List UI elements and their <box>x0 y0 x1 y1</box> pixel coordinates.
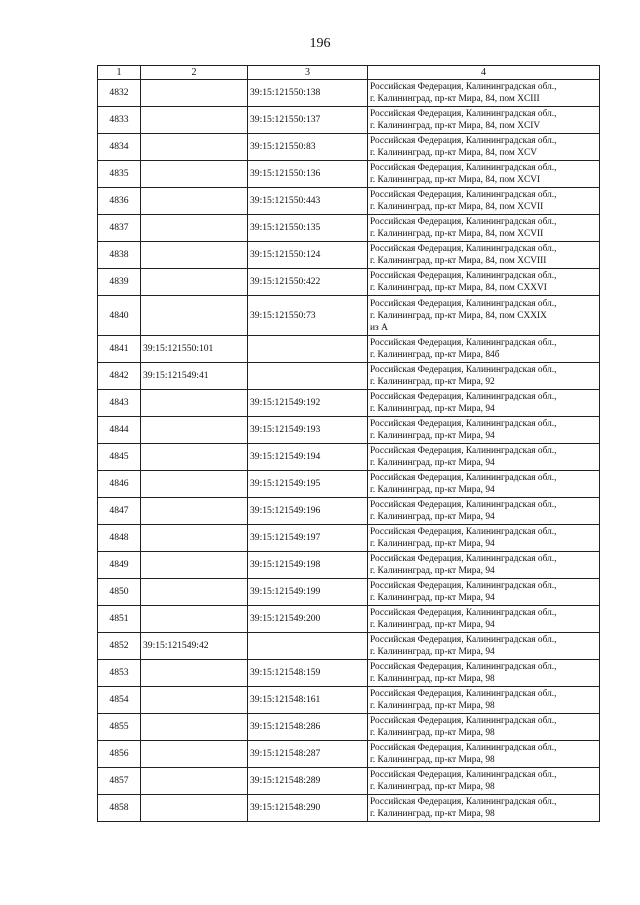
land-cadastral-number <box>141 606 248 633</box>
address-line: Российская Федерация, Калининградская обл., <box>370 338 557 348</box>
land-cadastral-number <box>141 687 248 714</box>
address-line: г. Калининград, пр-кт Мира, 84, пом XCIV <box>370 121 541 131</box>
address-line: Российская Федерация, Калининградская обл., <box>370 365 557 375</box>
object-cadastral-number: 39:15:121550:83 <box>248 134 368 161</box>
address-line: г. Калининград, пр-кт Мира, 94 <box>370 593 495 603</box>
table-row <box>98 525 600 552</box>
row-number: 4854 <box>98 687 141 714</box>
registry-table <box>97 65 600 822</box>
object-cadastral-number: 39:15:121550:135 <box>248 215 368 242</box>
address-line: г. Калининград, пр-кт Мира, 94 <box>370 485 495 495</box>
row-number: 4849 <box>98 552 141 579</box>
address-line: г. Калининград, пр-кт Мира, 98 <box>370 728 495 738</box>
address-line: Российская Федерация, Калининградская обл., <box>370 473 557 483</box>
row-number: 4833 <box>98 107 141 134</box>
address-line: Российская Федерация, Калининградская обл., <box>370 608 557 618</box>
address-line: г. Калининград, пр-кт Мира, 84б <box>370 350 500 360</box>
address-line: Российская Федерация, Калининградская обл., <box>370 271 557 281</box>
table-row <box>98 579 600 606</box>
address-line: Российская Федерация, Калининградская обл., <box>370 190 557 200</box>
row-number: 4840 <box>98 296 141 336</box>
table-row <box>98 498 600 525</box>
address-line: г. Калининград, пр-кт Мира, 98 <box>370 755 495 765</box>
row-number: 4836 <box>98 188 141 215</box>
object-cadastral-number: 39:15:121548:286 <box>248 714 368 741</box>
address-line: Российская Федерация, Калининградская обл., <box>370 419 557 429</box>
address-line: Российская Федерация, Калининградская обл., <box>370 217 557 227</box>
object-cadastral-number: 39:15:121550:422 <box>248 269 368 296</box>
address-line: Российская Федерация, Калининградская обл., <box>370 716 557 726</box>
address-line: Российская Федерация, Калининградская обл., <box>370 662 557 672</box>
address-cell <box>368 161 600 188</box>
address-cell <box>368 741 600 768</box>
address-line: Российская Федерация, Калининградская обл., <box>370 109 557 119</box>
address-line: Российская Федерация, Калининградская обл., <box>370 581 557 591</box>
address-line: г. Калининград, пр-кт Мира, 94 <box>370 431 495 441</box>
table-row <box>98 606 600 633</box>
table-row <box>98 134 600 161</box>
address-line: Российская Федерация, Калининградская обл., <box>370 500 557 510</box>
land-cadastral-number <box>141 417 248 444</box>
address-cell <box>368 471 600 498</box>
address-line: г. Калининград, пр-кт Мира, 94 <box>370 458 495 468</box>
object-cadastral-number: 39:15:121549:195 <box>248 471 368 498</box>
address-line: Российская Федерация, Калининградская обл., <box>370 554 557 564</box>
land-cadastral-number: 39:15:121549:42 <box>141 633 248 660</box>
table-row <box>98 633 600 660</box>
object-cadastral-number: 39:15:121548:159 <box>248 660 368 687</box>
address-cell <box>368 188 600 215</box>
table-row <box>98 687 600 714</box>
table-row <box>98 336 600 363</box>
land-cadastral-number <box>141 525 248 552</box>
table-row <box>98 795 600 822</box>
table-row <box>98 552 600 579</box>
land-cadastral-number <box>141 390 248 417</box>
address-cell <box>368 579 600 606</box>
land-cadastral-number <box>141 579 248 606</box>
column-header-3: 3 <box>248 66 368 80</box>
address-line: Российская Федерация, Калининградская обл., <box>370 770 557 780</box>
row-number: 4835 <box>98 161 141 188</box>
address-cell <box>368 363 600 390</box>
address-cell <box>368 633 600 660</box>
land-cadastral-number <box>141 188 248 215</box>
address-line: г. Калининград, пр-кт Мира, 94 <box>370 539 495 549</box>
row-number: 4846 <box>98 471 141 498</box>
table-body <box>98 80 600 822</box>
table-row <box>98 242 600 269</box>
land-cadastral-number <box>141 471 248 498</box>
address-line: Российская Федерация, Калининградская обл., <box>370 446 557 456</box>
header-row <box>98 66 600 80</box>
address-line: Российская Федерация, Калининградская обл., <box>370 163 557 173</box>
address-line: Российская Федерация, Калининградская обл., <box>370 635 557 645</box>
row-number: 4843 <box>98 390 141 417</box>
address-line: г. Калининград, пр-кт Мира, 94 <box>370 512 495 522</box>
address-line: г. Калининград, пр-кт Мира, 94 <box>370 647 495 657</box>
address-cell <box>368 552 600 579</box>
object-cadastral-number: 39:15:121548:287 <box>248 741 368 768</box>
row-number: 4853 <box>98 660 141 687</box>
object-cadastral-number: 39:15:121549:200 <box>248 606 368 633</box>
land-cadastral-number <box>141 552 248 579</box>
table-row <box>98 741 600 768</box>
address-cell <box>368 606 600 633</box>
address-line: г. Калининград, пр-кт Мира, 84, пом XCVII <box>370 229 544 239</box>
land-cadastral-number <box>141 741 248 768</box>
land-cadastral-number <box>141 269 248 296</box>
address-cell <box>368 242 600 269</box>
row-number: 4857 <box>98 768 141 795</box>
table-row <box>98 107 600 134</box>
address-cell <box>368 498 600 525</box>
table-row <box>98 714 600 741</box>
object-cadastral-number: 39:15:121550:138 <box>248 80 368 107</box>
address-line: г. Калининград, пр-кт Мира, 92 <box>370 377 495 387</box>
table-row <box>98 296 600 336</box>
table-row <box>98 660 600 687</box>
object-cadastral-number: 39:15:121548:290 <box>248 795 368 822</box>
table-row <box>98 188 600 215</box>
object-cadastral-number: 39:15:121550:443 <box>248 188 368 215</box>
address-cell <box>368 660 600 687</box>
row-number: 4841 <box>98 336 141 363</box>
object-cadastral-number: 39:15:121548:161 <box>248 687 368 714</box>
address-line: г. Калининград, пр-кт Мира, 98 <box>370 782 495 792</box>
row-number: 4855 <box>98 714 141 741</box>
object-cadastral-number: 39:15:121548:289 <box>248 768 368 795</box>
address-line: Российская Федерация, Калининградская обл., <box>370 743 557 753</box>
table-row <box>98 269 600 296</box>
row-number: 4842 <box>98 363 141 390</box>
land-cadastral-number <box>141 80 248 107</box>
address-line: г. Калининград, пр-кт Мира, 94 <box>370 620 495 630</box>
table-row <box>98 768 600 795</box>
land-cadastral-number <box>141 215 248 242</box>
address-line: Российская Федерация, Калининградская обл., <box>370 298 557 309</box>
address-line: Российская Федерация, Калининградская обл., <box>370 689 557 699</box>
object-cadastral-number: 39:15:121550:137 <box>248 107 368 134</box>
address-line: г. Калининград, пр-кт Мира, 84, пом XCV <box>370 148 537 158</box>
land-cadastral-number: 39:15:121550:101 <box>141 336 248 363</box>
address-line: г. Калининград, пр-кт Мира, 84, пом XCVI <box>370 175 541 185</box>
address-line: г. Калининград, пр-кт Мира, 98 <box>370 809 495 819</box>
row-number: 4845 <box>98 444 141 471</box>
land-cadastral-number <box>141 498 248 525</box>
row-number: 4838 <box>98 242 141 269</box>
address-cell <box>368 296 600 336</box>
address-line: г. Калининград, пр-кт Мира, 84, пом XCVII <box>370 202 544 212</box>
column-header-2: 2 <box>141 66 248 80</box>
address-line: г. Калининград, пр-кт Мира, 84, пом XCIII <box>370 94 540 104</box>
address-line: Российская Федерация, Калининградская обл., <box>370 244 557 254</box>
address-cell <box>368 215 600 242</box>
land-cadastral-number <box>141 714 248 741</box>
address-cell <box>368 336 600 363</box>
address-line: г. Калининград, пр-кт Мира, 98 <box>370 701 495 711</box>
land-cadastral-number <box>141 660 248 687</box>
row-number: 4856 <box>98 741 141 768</box>
row-number: 4837 <box>98 215 141 242</box>
page-number: 196 <box>309 36 331 51</box>
address-cell <box>368 417 600 444</box>
table-row <box>98 363 600 390</box>
object-cadastral-number: 39:15:121549:198 <box>248 552 368 579</box>
address-line: Российская Федерация, Калининградская обл., <box>370 136 557 146</box>
object-cadastral-number: 39:15:121549:192 <box>248 390 368 417</box>
address-cell <box>368 269 600 296</box>
address-cell <box>368 134 600 161</box>
row-number: 4852 <box>98 633 141 660</box>
object-cadastral-number: 39:15:121550:124 <box>248 242 368 269</box>
row-number: 4832 <box>98 80 141 107</box>
row-number: 4851 <box>98 606 141 633</box>
land-cadastral-number <box>141 795 248 822</box>
table-row <box>98 471 600 498</box>
row-number: 4844 <box>98 417 141 444</box>
address-line: г. Калининград, пр-кт Мира, 94 <box>370 404 495 414</box>
object-cadastral-number: 39:15:121550:136 <box>248 161 368 188</box>
table-row <box>98 161 600 188</box>
object-cadastral-number: 39:15:121549:199 <box>248 579 368 606</box>
object-cadastral-number <box>248 336 368 363</box>
land-cadastral-number: 39:15:121549:41 <box>141 363 248 390</box>
address-cell <box>368 687 600 714</box>
address-line: Российская Федерация, Калининградская обл., <box>370 797 557 807</box>
address-line: Российская Федерация, Калининградская обл., <box>370 82 557 92</box>
address-cell <box>368 390 600 417</box>
address-line: г. Калининград, пр-кт Мира, 84, пом XCVIII <box>370 256 547 266</box>
address-cell <box>368 525 600 552</box>
row-number: 4858 <box>98 795 141 822</box>
address-line: г. Калининград, пр-кт Мира, 84, пом CXXIX <box>370 310 547 321</box>
object-cadastral-number: 39:15:121549:197 <box>248 525 368 552</box>
land-cadastral-number <box>141 444 248 471</box>
row-number: 4839 <box>98 269 141 296</box>
column-header-1: 1 <box>98 66 141 80</box>
address-cell <box>368 444 600 471</box>
object-cadastral-number: 39:15:121549:194 <box>248 444 368 471</box>
object-cadastral-number <box>248 363 368 390</box>
object-cadastral-number: 39:15:121549:196 <box>248 498 368 525</box>
address-cell <box>368 768 600 795</box>
address-cell <box>368 795 600 822</box>
address-line: из А <box>370 322 388 333</box>
object-cadastral-number: 39:15:121549:193 <box>248 417 368 444</box>
land-cadastral-number <box>141 768 248 795</box>
land-cadastral-number <box>141 134 248 161</box>
address-line: Российская Федерация, Калининградская обл., <box>370 527 557 537</box>
address-line: г. Калининград, пр-кт Мира, 98 <box>370 674 495 684</box>
land-cadastral-number <box>141 107 248 134</box>
object-cadastral-number: 39:15:121550:73 <box>248 296 368 336</box>
address-line: г. Калининград, пр-кт Мира, 84, пом CXXVI <box>370 283 547 293</box>
address-line: г. Калининград, пр-кт Мира, 94 <box>370 566 495 576</box>
table-row <box>98 215 600 242</box>
row-number: 4847 <box>98 498 141 525</box>
table-row <box>98 444 600 471</box>
object-cadastral-number <box>248 633 368 660</box>
land-cadastral-number <box>141 242 248 269</box>
table-row <box>98 417 600 444</box>
address-cell <box>368 80 600 107</box>
column-header-4: 4 <box>368 66 600 80</box>
land-cadastral-number <box>141 296 248 336</box>
land-cadastral-number <box>141 161 248 188</box>
row-number: 4850 <box>98 579 141 606</box>
row-number: 4848 <box>98 525 141 552</box>
row-number: 4834 <box>98 134 141 161</box>
address-cell <box>368 714 600 741</box>
address-line: Российская Федерация, Калининградская обл., <box>370 392 557 402</box>
table-row <box>98 390 600 417</box>
table-row <box>98 80 600 107</box>
address-cell <box>368 107 600 134</box>
